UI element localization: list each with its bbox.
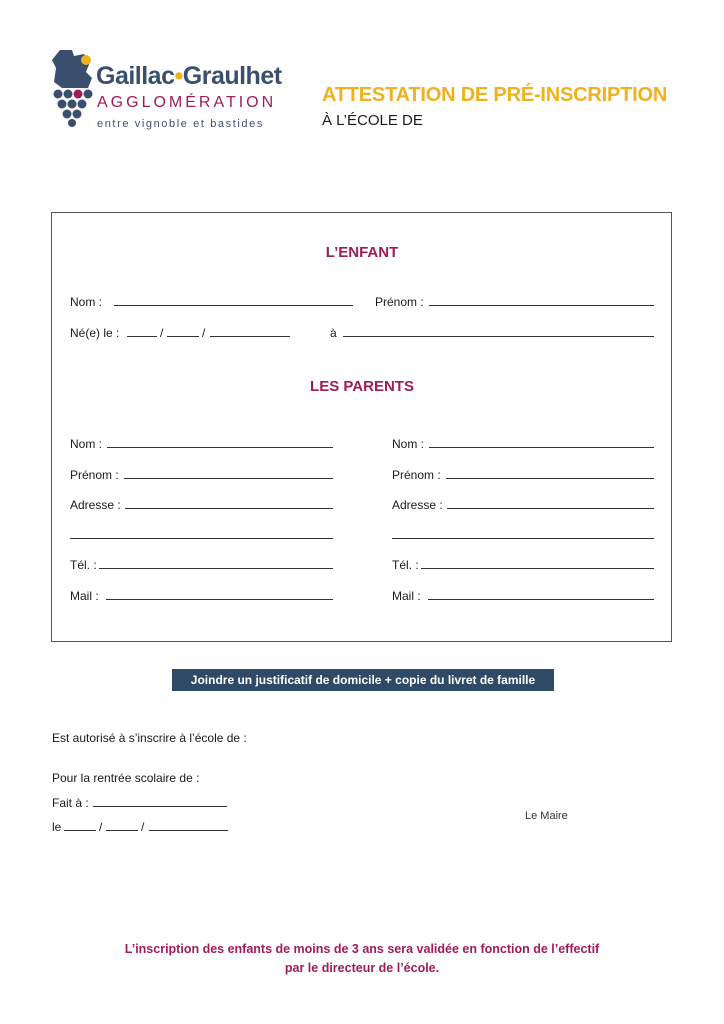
parent2-mail-label: Mail : bbox=[392, 589, 421, 603]
date-label: le bbox=[52, 820, 62, 834]
agglomeration-logo-mark bbox=[50, 48, 94, 128]
parent2-adresse-input-line[interactable] bbox=[447, 508, 654, 509]
date-day-line[interactable] bbox=[64, 830, 96, 831]
child-nom-label: Nom : bbox=[70, 295, 103, 309]
footer-note-line2: par le directeur de l’école. bbox=[284, 961, 440, 975]
brand-name bbox=[96, 62, 282, 91]
child-birthdate-label: Né(e) le : bbox=[70, 326, 120, 340]
document-title: ATTESTATION DE PRÉ-INSCRIPTION bbox=[322, 84, 668, 106]
parent1-adresse-input-line[interactable] bbox=[125, 508, 333, 509]
document-subtitle: À L’ÉCOLE DE bbox=[322, 112, 423, 129]
parent1-tel-input-line[interactable] bbox=[99, 568, 333, 569]
child-birthplace-input-line[interactable] bbox=[343, 336, 654, 337]
child-birthplace-label: à bbox=[330, 326, 337, 340]
parent2-nom-label: Nom : bbox=[392, 437, 425, 451]
child-prenom-input-line[interactable] bbox=[429, 305, 654, 306]
date-separator: / bbox=[202, 326, 206, 340]
parent1-mail-label: Mail : bbox=[70, 589, 99, 603]
parent2-tel-label: Tél. : bbox=[392, 558, 419, 572]
child-nom-input-line[interactable] bbox=[114, 305, 353, 306]
child-birth-year-line[interactable] bbox=[210, 336, 290, 337]
brand-dot: • bbox=[174, 62, 183, 90]
parent1-tel-label: Tél. : bbox=[70, 558, 97, 572]
parent1-nom-label: Nom : bbox=[70, 437, 103, 451]
parent2-adresse-label: Adresse : bbox=[392, 498, 443, 512]
child-prenom-label: Prénom : bbox=[375, 295, 424, 309]
authorized-school-label: Est autorisé à s’inscrire à l’école de : bbox=[52, 731, 247, 745]
parent1-adresse-input-line-2[interactable] bbox=[70, 538, 333, 539]
parent1-prenom-label: Prénom : bbox=[70, 468, 119, 482]
school-year-label: Pour la rentrée scolaire de : bbox=[52, 771, 200, 785]
brand-subtitle: AGGLOMÉRATION bbox=[97, 94, 277, 111]
mayor-signature-label: Le Maire bbox=[525, 810, 568, 822]
child-section-title: L’ENFANT bbox=[325, 244, 399, 261]
date-separator: / bbox=[141, 820, 145, 834]
brand-tagline: entre vignoble et bastides bbox=[97, 118, 264, 130]
date-month-line[interactable] bbox=[106, 830, 138, 831]
parent1-nom-input-line[interactable] bbox=[107, 447, 333, 448]
parent2-tel-input-line[interactable] bbox=[421, 568, 654, 569]
parent2-mail-input-line[interactable] bbox=[428, 599, 654, 600]
documents-required-notice: Joindre un justificatif de domicile + copie du livret de famille bbox=[172, 669, 554, 691]
brand-name-left: Gaillac bbox=[96, 62, 175, 90]
parents-section-title: LES PARENTS bbox=[310, 378, 414, 395]
parent1-prenom-input-line[interactable] bbox=[124, 478, 333, 479]
parent2-adresse-input-line-2[interactable] bbox=[392, 538, 654, 539]
registration-form-box bbox=[51, 212, 672, 642]
date-separator: / bbox=[160, 326, 164, 340]
parent1-adresse-label: Adresse : bbox=[70, 498, 121, 512]
child-birth-month-line[interactable] bbox=[167, 336, 199, 337]
parent1-mail-input-line[interactable] bbox=[106, 599, 333, 600]
parent2-prenom-input-line[interactable] bbox=[446, 478, 654, 479]
parent2-prenom-label: Prénom : bbox=[392, 468, 441, 482]
footer-note-line1: L’inscription des enfants de moins de 3 ans sera validée en fonction de l’effectif bbox=[124, 942, 600, 956]
date-separator: / bbox=[99, 820, 103, 834]
date-year-line[interactable] bbox=[149, 830, 228, 831]
child-birth-day-line[interactable] bbox=[127, 336, 157, 337]
brand-name-right: Graulhet bbox=[182, 62, 282, 90]
parent2-nom-input-line[interactable] bbox=[429, 447, 654, 448]
fait-a-input-line[interactable] bbox=[93, 806, 227, 807]
fait-a-label: Fait à : bbox=[52, 796, 89, 810]
